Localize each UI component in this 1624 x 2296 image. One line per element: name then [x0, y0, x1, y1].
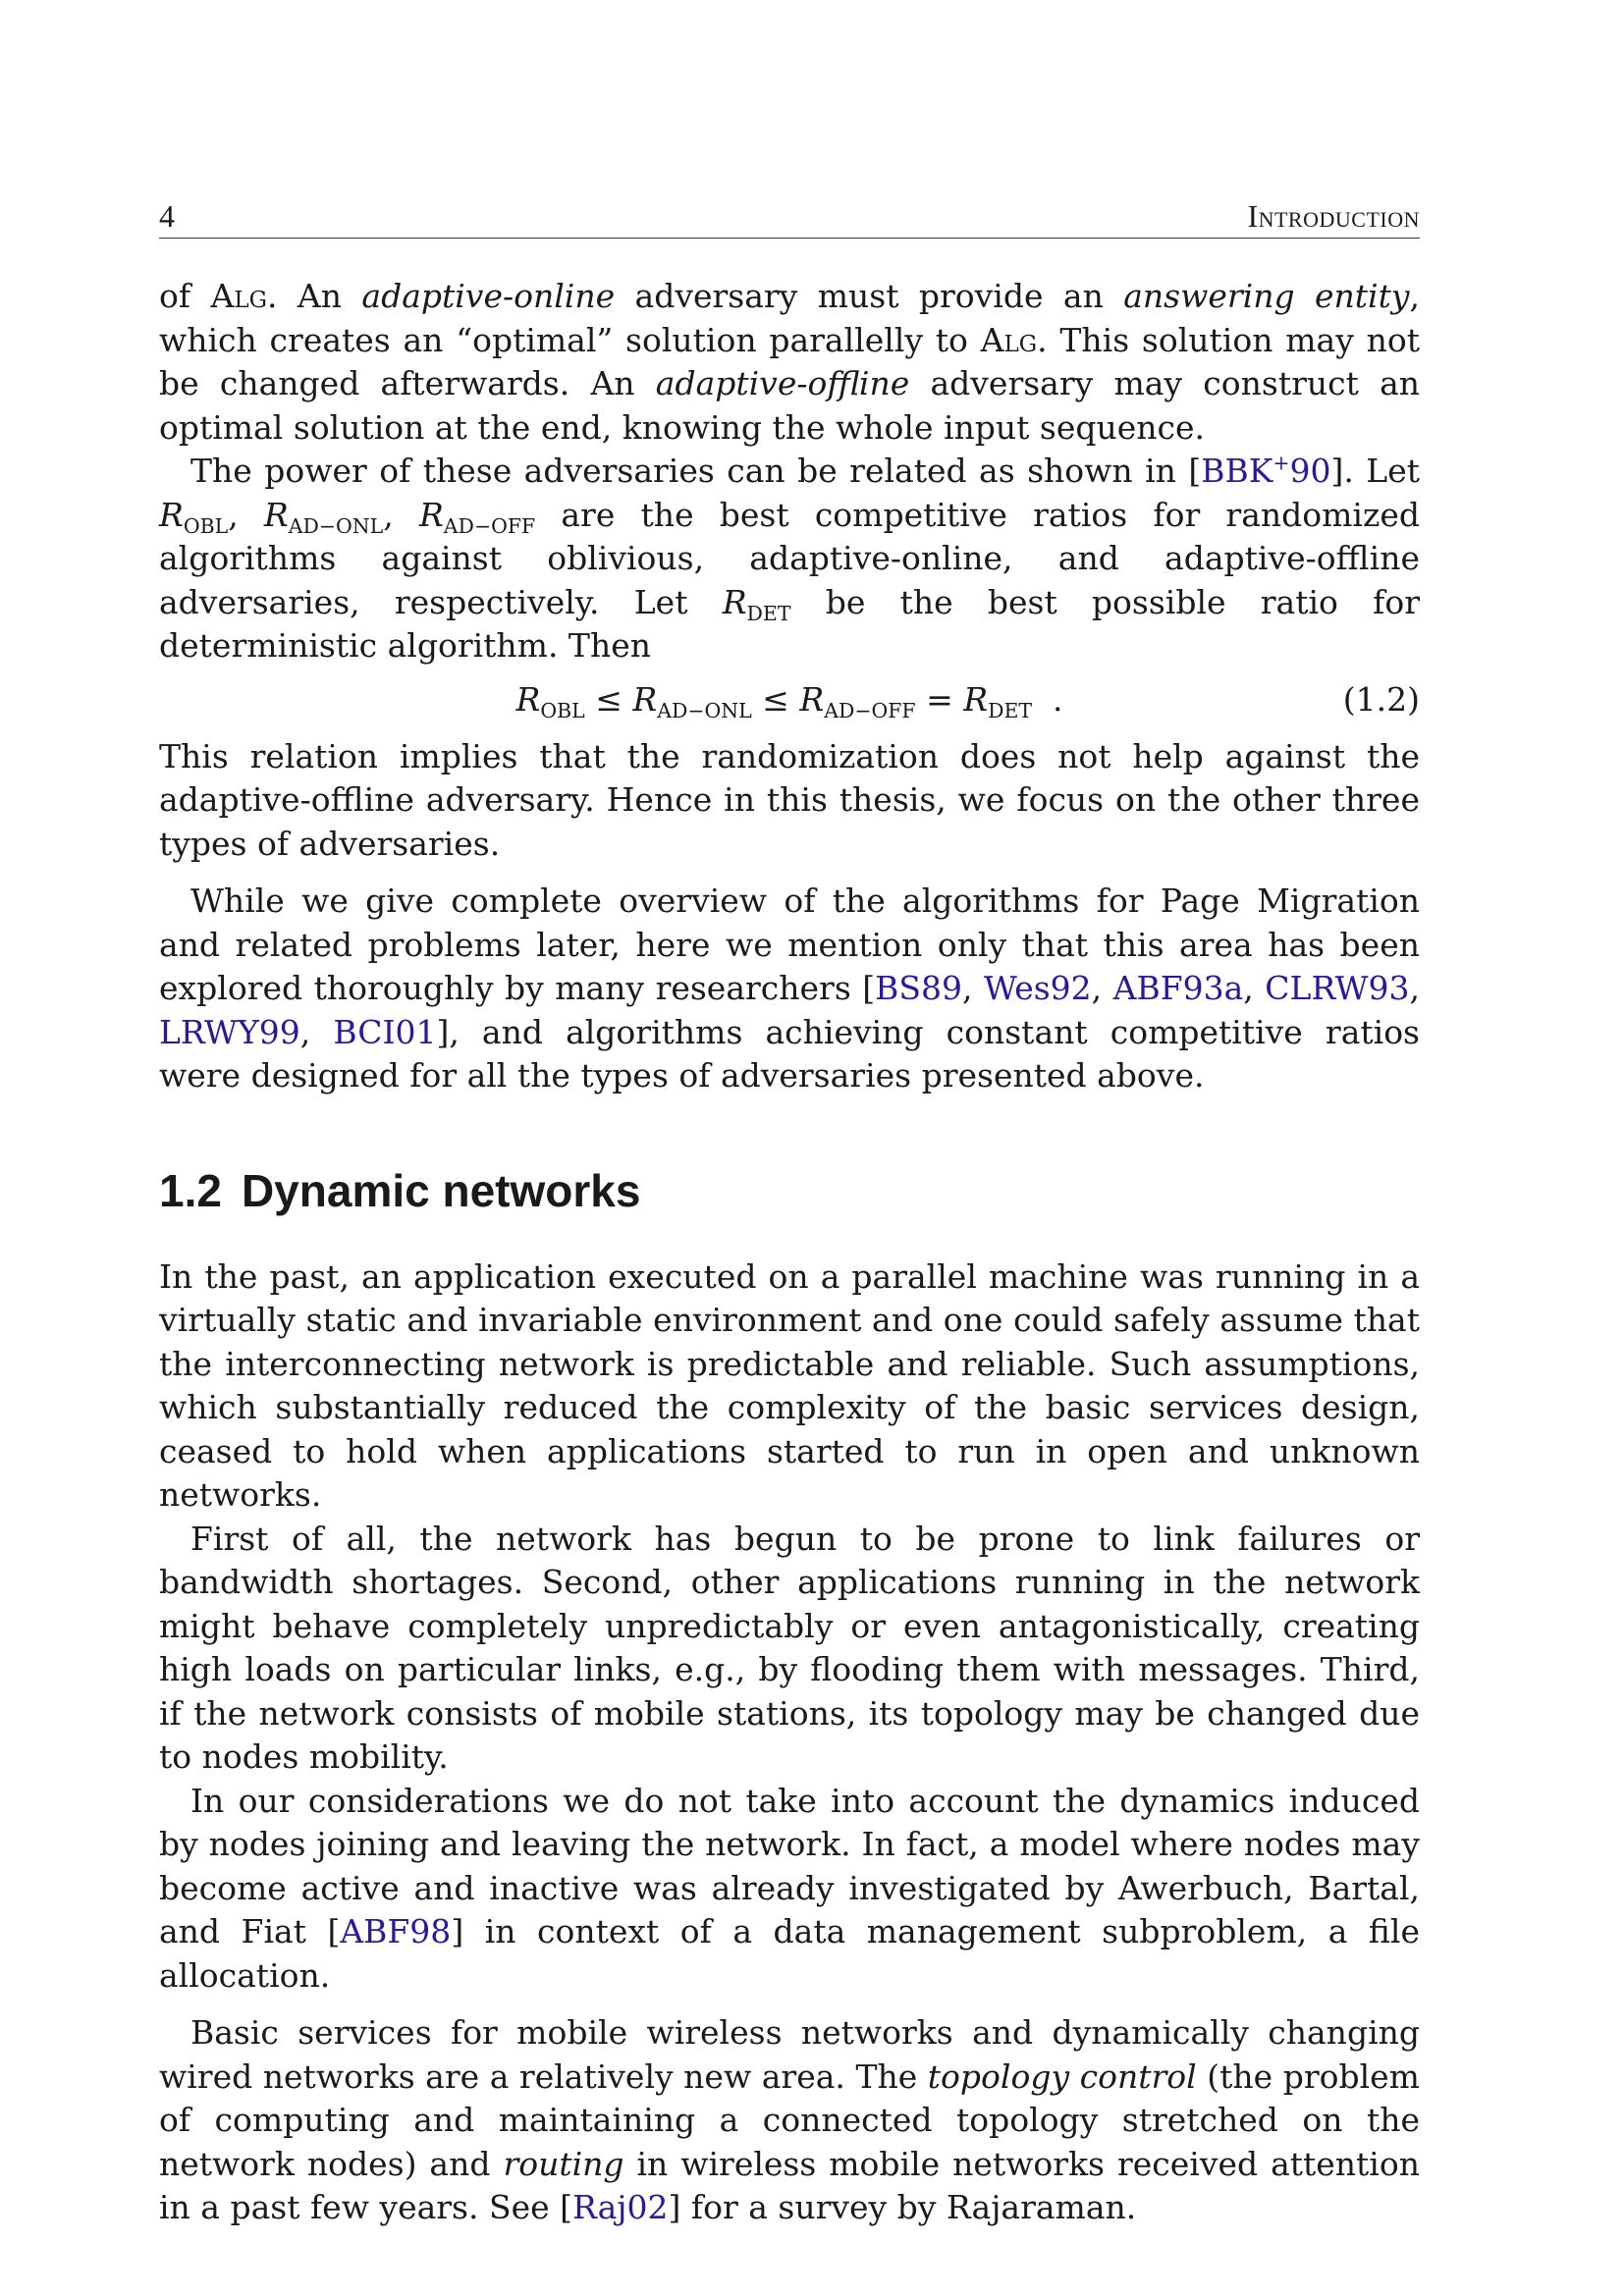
citation-link[interactable]: Raj02	[572, 2188, 669, 2226]
citation-link[interactable]: ABF93a	[1112, 969, 1244, 1007]
paragraph-node-dynamics: In our considerations we do not take into account the dynamics induced by nodes joining and leaving the network. In fact, a model where nodes may become active and inactive was already investigated by Awerbuch, Bartal, and Fiat [ABF98] in context of a data management subproblem, a file allocation.	[159, 1781, 1420, 1995]
citation-link[interactable]: BCI01	[333, 1012, 437, 1051]
equation-number: (1.2)	[1342, 679, 1420, 719]
paragraph-adversaries-definition: of Alg. An adaptive-online adversary must provide an answering entity, which creates an “optimal” solution parallelly to Alg. This solution may not be changed afterwards. An adaptive-offline adversary may construct an optimal solution at the end, knowing the whole input sequence.	[159, 277, 1421, 447]
citation-link[interactable]: BS89	[875, 969, 962, 1007]
paragraph-relation-implication: This relation implies that the randomization does not help against the adaptive-offline adversary. Hence in this thesis, we focus on the other three types of adversaries.	[159, 736, 1420, 863]
paragraph-basic-services: Basic services for mobile wireless networks and dynamically changing wired networks are a relatively new area. The topology control (the problem of computing and maintaining a connected topology stretched on the network nodes) and routing in wireless mobile networks received attention in a past few years. See [Raj02] for a survey by Rajaraman.	[159, 2013, 1420, 2226]
paragraph-static-environment: In the past, an application executed on a parallel machine was running in a virtually static and invariable environment and one could safely assume that the interconnecting network is predictable and reliable. Such assumptions, which substantially reduced the complexity of the basic services design, ceased to hold when applications started to run in open and unknown networks.	[159, 1256, 1420, 1514]
alg-name: Alg	[210, 277, 267, 315]
citation-link[interactable]: Wes92	[983, 969, 1092, 1007]
term-topology-control: topology control	[927, 2056, 1197, 2096]
term-adaptive-online: adaptive-online	[361, 277, 616, 315]
term-adaptive-offline: adaptive-offline	[655, 364, 910, 402]
paragraph-related-work: While we give complete overview of the algorithms for Page Migration and related problems later, here we mention only that this area has been explored thoroughly by many researchers [BS89, Wes92, ABF93a, CLRW93, LRWY99, BCI01], and algorithms achieving constant competitive ratios were designed for all the types of adversaries presented above.	[159, 881, 1420, 1095]
citation-link[interactable]: CLRW93	[1265, 969, 1410, 1007]
alg-name: Alg	[980, 320, 1038, 359]
citation-link[interactable]: ABF98	[340, 1912, 452, 1950]
citation-link[interactable]: LRWY99	[159, 1012, 300, 1051]
section-title: Dynamic networks	[241, 1164, 641, 1216]
paragraph-network-problems: First of all, the network has begun to be prone to link failures or bandwidth shortages. Second, other applications running in the network might behave completely unpredictably or even antagonistically, creating high loads on particular links, e.g., by flooding them with messages. Third, if the network consists of mobile stations, its topology may be changed due to nodes mobility.	[159, 1519, 1420, 1776]
page	[159, 196, 1420, 2230]
term-answering-entity: answering entity	[1123, 277, 1410, 315]
running-title: Introduction	[1247, 198, 1420, 234]
paragraph-adversary-power: The power of these adversaries can be related as shown in [BBK+90]. Let $R_{OBL}$, $R_{AD-ONL}$, $R_{AD-OFF}$ are the best competitive ratios for randomized algorithms against oblivious, adaptive-online, and adaptive-offline adversaries, respectively. Let $R_{DET}$ be the best possible ratio for deterministic algorithm. Then	[159, 451, 1421, 665]
citation-link[interactable]: BBK+90	[1201, 451, 1331, 490]
section-number: 1.2	[159, 1164, 222, 1216]
page-number: 4	[159, 198, 175, 234]
term-routing: routing	[503, 2144, 624, 2183]
section-heading	[159, 1165, 1420, 1216]
equation-1-2	[159, 672, 1420, 727]
page-header	[159, 196, 1420, 239]
equation-body: $R_{OBL} \le R_{AD-ONL} \le R_{AD-OFF} = R_{DET}$ .	[515, 679, 1063, 722]
